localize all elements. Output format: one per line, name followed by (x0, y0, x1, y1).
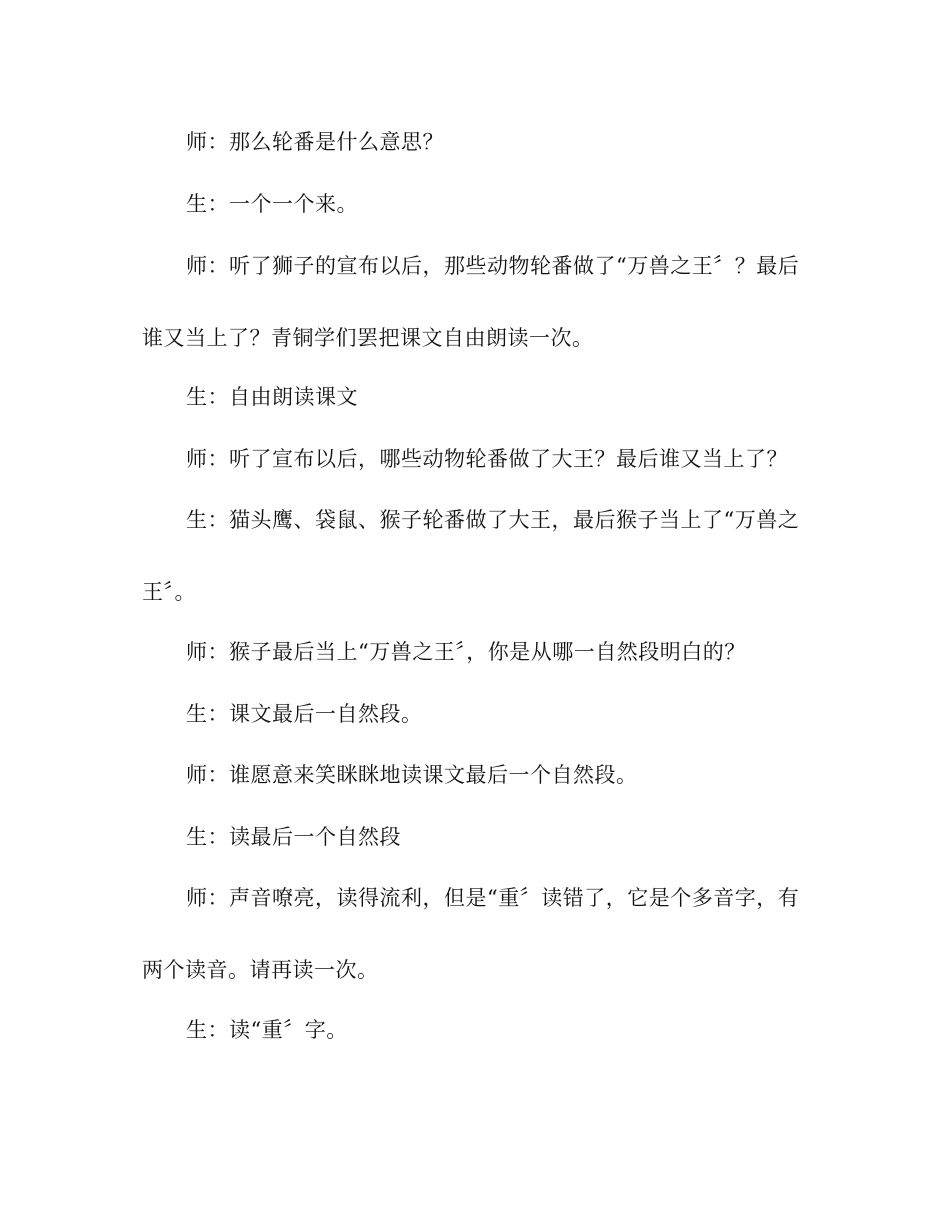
dialogue-line: 师：听了狮子的宣布以后，那些动物轮番做了“万兽之王〞？最后 (186, 254, 800, 278)
dialogue-line: 师：那么轮番是什么意思？ (186, 130, 444, 154)
dialogue-line: 生：课文最后一自然段。 (186, 702, 423, 726)
dialogue-line: 师：听了宣布以后，哪些动物轮番做了大王？最后谁又当上了？ (186, 447, 788, 471)
dialogue-line: 生：自由朗读课文 (186, 385, 358, 409)
dialogue-line: 生：一个一个来。 (186, 192, 358, 216)
dialogue-line-continuation: 两个读音。请再读一次。 (142, 958, 379, 982)
dialogue-line: 师：谁愿意来笑眯眯地读课文最后一个自然段。 (186, 763, 638, 787)
dialogue-line-continuation: 谁又当上了？青铜学们罢把课文自由朗读一次。 (142, 326, 594, 350)
dialogue-line: 生：猫头鹰、袋鼠、猴子轮番做了大王，最后猴子当上了“万兽之 (186, 508, 800, 532)
dialogue-line: 师：声音嘹亮，读得流利，但是“重〞读错了，它是个多音字，有 (186, 886, 800, 910)
dialogue-line: 生：读“重〞字。 (186, 1018, 348, 1042)
dialogue-line: 师：猴子最后当上“万兽之王〞，你是从哪一自然段明白的？ (186, 640, 746, 664)
dialogue-line-continuation: 王〞。 (142, 580, 196, 604)
dialogue-line: 生：读最后一个自然段 (186, 825, 401, 849)
